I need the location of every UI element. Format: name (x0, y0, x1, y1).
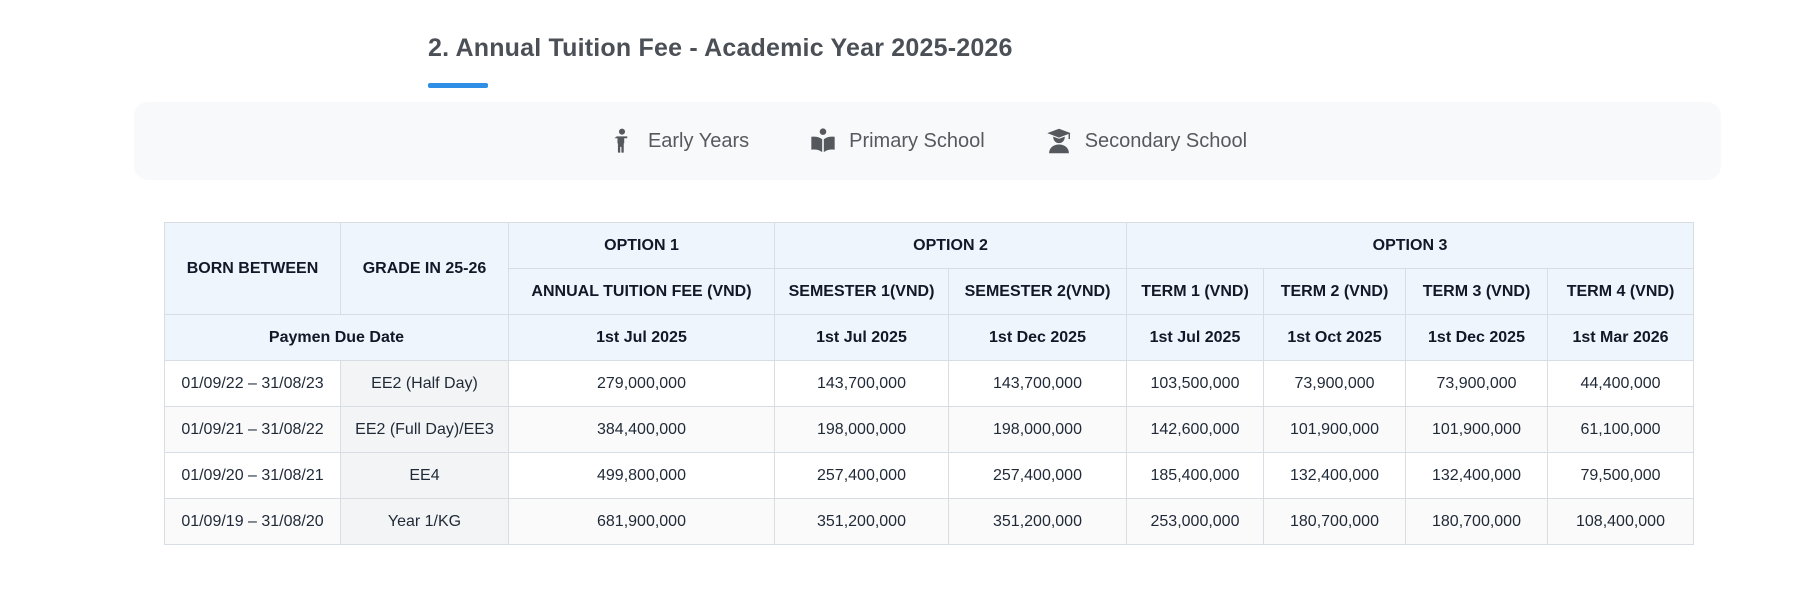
term-3-cell: 73,900,000 (1406, 361, 1548, 407)
semester-1-cell: 143,700,000 (775, 361, 949, 407)
term-4-cell: 108,400,000 (1548, 499, 1694, 545)
tuition-fee-table (164, 222, 1694, 545)
grade-cell: EE4 (341, 453, 509, 499)
term-2-cell: 132,400,000 (1264, 453, 1406, 499)
born-between-cell: 01/09/22 – 31/08/23 (165, 361, 341, 407)
header-semester-1: SEMESTER 1(VND) (775, 269, 949, 315)
term-1-cell: 185,400,000 (1127, 453, 1264, 499)
semester-1-cell: 351,200,000 (775, 499, 949, 545)
semester-1-cell: 257,400,000 (775, 453, 949, 499)
tab-label: Early Years (647, 129, 750, 152)
due-date-term-2: 1st Oct 2025 (1264, 315, 1406, 361)
table-row (165, 407, 1694, 453)
term-4-cell: 61,100,000 (1548, 407, 1694, 453)
term-2-cell: 180,700,000 (1264, 499, 1406, 545)
school-level-tabs (134, 102, 1721, 180)
due-date-term-4: 1st Mar 2026 (1548, 315, 1694, 361)
semester-2-cell: 143,700,000 (949, 361, 1127, 407)
open-book-reader-icon (809, 127, 837, 155)
semester-2-cell: 351,200,000 (949, 499, 1127, 545)
header-grade: GRADE IN 25-26 (341, 223, 509, 315)
due-date-term-1: 1st Jul 2025 (1127, 315, 1264, 361)
term-3-cell: 180,700,000 (1406, 499, 1548, 545)
due-date-semester-1: 1st Jul 2025 (775, 315, 949, 361)
header-term-1: TERM 1 (VND) (1127, 269, 1264, 315)
grade-cell: EE2 (Half Day) (341, 361, 509, 407)
semester-2-cell: 257,400,000 (949, 453, 1127, 499)
term-2-cell: 73,900,000 (1264, 361, 1406, 407)
due-date-semester-2: 1st Dec 2025 (949, 315, 1127, 361)
title-underline (428, 83, 488, 88)
due-date-annual: 1st Jul 2025 (509, 315, 775, 361)
term-1-cell: 253,000,000 (1127, 499, 1264, 545)
header-term-4: TERM 4 (VND) (1548, 269, 1694, 315)
semester-2-cell: 198,000,000 (949, 407, 1127, 453)
term-1-cell: 103,500,000 (1127, 361, 1264, 407)
header-semester-2: SEMESTER 2(VND) (949, 269, 1127, 315)
table-row (165, 499, 1694, 545)
annual-fee-cell: 279,000,000 (509, 361, 775, 407)
tab-label: Secondary School (1084, 129, 1248, 152)
child-icon (608, 127, 636, 155)
tab-early-years[interactable] (608, 127, 749, 155)
due-date-row (165, 315, 1694, 361)
grade-cell: Year 1/KG (341, 499, 509, 545)
header-option-1: OPTION 1 (509, 223, 775, 269)
annual-fee-cell: 681,900,000 (509, 499, 775, 545)
table-header-row (165, 223, 1694, 269)
table-row (165, 361, 1694, 407)
term-4-cell: 44,400,000 (1548, 361, 1694, 407)
section-title: 2. Annual Tuition Fee - Academic Year 2025-2026 (428, 34, 1013, 62)
term-1-cell: 142,600,000 (1127, 407, 1264, 453)
born-between-cell: 01/09/20 – 31/08/21 (165, 453, 341, 499)
annual-fee-cell: 499,800,000 (509, 453, 775, 499)
term-2-cell: 101,900,000 (1264, 407, 1406, 453)
header-option-3: OPTION 3 (1127, 223, 1694, 269)
graduate-icon (1045, 127, 1073, 155)
term-3-cell: 101,900,000 (1406, 407, 1548, 453)
born-between-cell: 01/09/21 – 31/08/22 (165, 407, 341, 453)
header-annual-fee: ANNUAL TUITION FEE (VND) (509, 269, 775, 315)
semester-1-cell: 198,000,000 (775, 407, 949, 453)
due-date-term-3: 1st Dec 2025 (1406, 315, 1548, 361)
header-option-2: OPTION 2 (775, 223, 1127, 269)
tab-secondary-school[interactable] (1045, 127, 1247, 155)
table-row (165, 453, 1694, 499)
annual-fee-cell: 384,400,000 (509, 407, 775, 453)
due-date-label: Paymen Due Date (165, 315, 509, 361)
term-4-cell: 79,500,000 (1548, 453, 1694, 499)
tab-label: Primary School (849, 129, 985, 152)
born-between-cell: 01/09/19 – 31/08/20 (165, 499, 341, 545)
header-term-2: TERM 2 (VND) (1264, 269, 1406, 315)
grade-cell: EE2 (Full Day)/EE3 (341, 407, 509, 453)
term-3-cell: 132,400,000 (1406, 453, 1548, 499)
header-term-3: TERM 3 (VND) (1406, 269, 1548, 315)
header-born-between: BORN BETWEEN (165, 223, 341, 315)
tab-primary-school[interactable] (809, 127, 985, 155)
